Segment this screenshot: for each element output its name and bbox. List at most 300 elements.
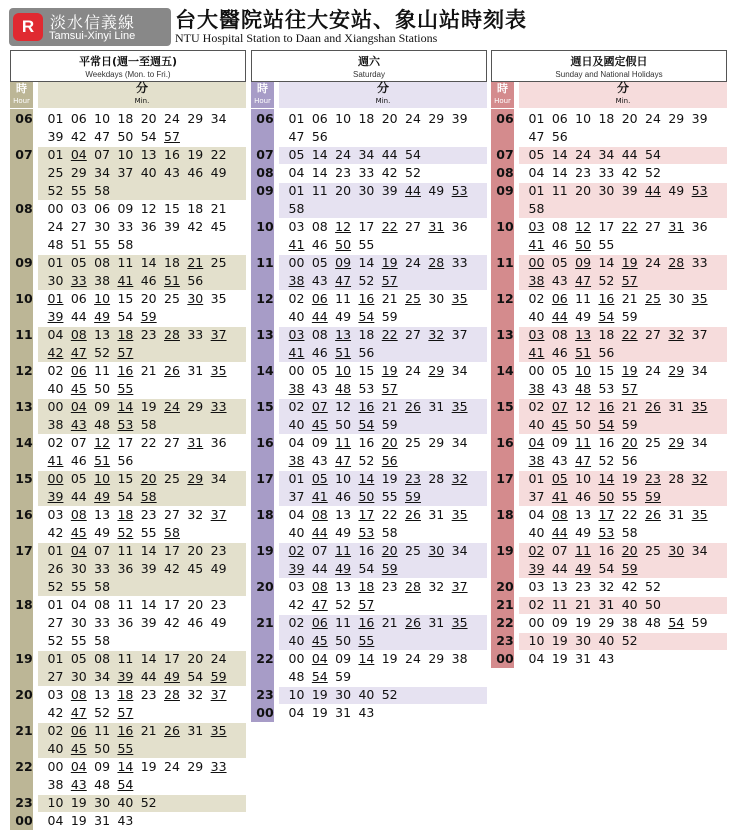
minute-value: 57 [117,705,134,720]
minute-cell [207,722,230,740]
minute-value: 33 [70,273,87,288]
minute-cell [595,344,618,362]
minute-value: 17 [358,219,375,234]
minute-value: 44 [645,183,661,198]
minute-value: 05 [528,147,545,162]
minute-value: 39 [47,309,64,324]
hour-column-header [491,82,514,108]
minute-cell [308,614,331,632]
minute-cell [44,182,67,200]
minute-column-header [38,82,246,108]
minute-value: 39 [140,561,157,576]
hour-label-zh: 時 [497,82,508,95]
minute-cell [548,146,571,164]
minute-value: 38 [528,453,545,468]
hour-label: 15 [496,399,514,414]
minute-value: 24 [164,759,180,774]
minute-value: 50 [117,129,134,144]
hour-label: 14 [496,363,514,378]
minute-cell [91,362,114,380]
minute-cell [525,326,548,344]
minute-value: 52 [47,579,64,594]
minute-value: 20 [381,435,398,450]
minute-cell [161,290,184,308]
minute-cell [44,596,67,614]
minute-value: 32 [598,579,615,594]
minute-cell [308,506,331,524]
minute-value: 47 [335,453,352,468]
hour-label: 11 [256,255,274,270]
hour-label: 12 [256,291,274,306]
minute-cell [378,686,401,704]
minute-value: 29 [668,435,685,450]
minute-value: 19 [381,471,398,486]
minute-cell [285,326,308,344]
minute-value: 55 [117,741,134,756]
minute-value: 41 [528,345,545,360]
minute-value: 38 [288,453,305,468]
minute-value: 26 [47,561,64,576]
minute-cell [114,128,137,146]
minute-cell [688,290,711,308]
minute-value: 04 [70,147,87,162]
minute-cell [595,326,618,344]
minute-cell [91,470,114,488]
minute-value: 53 [117,417,134,432]
minute-value: 30 [70,561,87,576]
minute-cell [402,506,425,524]
minute-value: 05 [311,471,328,486]
minute-value: 17 [164,597,180,612]
minute-cell [91,632,114,650]
minute-value: 02 [528,291,545,306]
minute-value: 04 [70,543,87,558]
minute-cell [137,542,160,560]
minute-cell [425,542,448,560]
minute-cell [525,398,548,416]
minute-cell [137,596,160,614]
minute-cell [332,506,355,524]
minute-value: 49 [575,525,592,540]
minute-value: 23 [140,507,157,522]
minute-value: 49 [164,669,180,684]
minute-value: 34 [94,669,111,684]
minute-value: 35 [451,291,468,306]
minute-value: 11 [575,543,592,558]
minute-cell [378,290,401,308]
hour-label: 00 [496,651,514,666]
minute-value: 19 [575,615,592,630]
minute-cell [572,110,595,128]
minute-value: 15 [358,363,375,378]
minute-value: 10 [288,687,305,702]
minute-cell [184,506,207,524]
minute-value: 27 [405,219,421,234]
minute-cell [285,398,308,416]
minute-value: 29 [187,399,204,414]
minute-value: 36 [117,561,134,576]
minute-cell [308,398,331,416]
hour-label: 16 [256,435,274,450]
minute-cell [44,560,67,578]
minute-cell [355,578,378,596]
minute-cell [378,326,401,344]
minute-cell [665,614,688,632]
minute-value: 08 [551,327,568,342]
minute-cell [688,182,711,200]
minute-value: 54 [358,561,375,576]
minute-value: 08 [311,507,328,522]
minute-cell [114,452,137,470]
minute-cell [285,614,308,632]
minute-cell [308,146,331,164]
minute-value: 38 [528,273,545,288]
minute-cell [114,398,137,416]
hour-label: 12 [496,291,514,306]
minute-value: 12 [335,219,352,234]
minute-value: 40 [288,309,305,324]
minute-value: 02 [288,291,305,306]
minute-value: 25 [164,291,180,306]
minute-value: 34 [598,147,615,162]
minute-cell [91,758,114,776]
hour-label: 06 [15,111,33,126]
minute-cell [137,668,160,686]
minute-cell [525,272,548,290]
minute-value: 45 [311,633,328,648]
minute-value: 54 [598,561,615,576]
minute-cell [137,362,160,380]
minute-value: 31 [94,813,111,828]
minute-cell [137,164,160,182]
minute-value: 19 [551,633,568,648]
minute-value: 30 [70,615,87,630]
minute-value: 17 [117,435,134,450]
minute-cell [91,434,114,452]
minute-value: 55 [70,183,87,198]
minute-value: 12 [140,201,157,216]
minute-value: 16 [117,363,134,378]
minute-cell [425,470,448,488]
minute-value: 32 [428,327,445,342]
minute-value: 04 [70,759,87,774]
minute-cell [525,542,548,560]
minute-cell [572,578,595,596]
hour-label-en: Hour [254,97,271,105]
minute-value: 29 [187,471,204,486]
minute-value: 19 [621,363,638,378]
minute-value: 27 [645,327,661,342]
minute-cell [355,488,378,506]
minute-cell [91,614,114,632]
minute-value: 24 [405,363,421,378]
minute-value: 05 [311,255,328,270]
minute-value: 31 [668,219,685,234]
minute-value: 40 [47,381,64,396]
minute-cell [642,362,665,380]
minute-cell [355,164,378,182]
minute-cell [91,200,114,218]
minute-value: 03 [288,327,305,342]
minute-cell [67,398,90,416]
minute-cell [548,452,571,470]
minute-cell [44,344,67,362]
hour-label: 21 [256,615,274,630]
minute-value: 08 [311,219,328,234]
minute-cell [332,524,355,542]
minute-value: 54 [117,489,134,504]
minute-cell [91,344,114,362]
minute-value: 12 [575,219,592,234]
minute-value: 33 [598,165,615,180]
minute-value: 54 [668,615,685,630]
minute-cell [355,380,378,398]
minute-value: 21 [381,291,398,306]
minute-value: 28 [668,471,685,486]
minute-value: 09 [94,399,111,414]
minute-cell [161,272,184,290]
minute-value: 10 [47,795,64,810]
hour-label: 11 [496,255,514,270]
minute-value: 50 [335,633,352,648]
minute-label-en: Min. [615,97,631,105]
minute-cell [184,650,207,668]
minute-cell [642,596,665,614]
minute-cell [665,110,688,128]
minute-cell [402,290,425,308]
minute-label-en: Min. [375,97,391,105]
minute-cell [332,164,355,182]
minute-cell [355,362,378,380]
minute-cell [137,326,160,344]
minute-cell [184,362,207,380]
minute-cell [137,146,160,164]
minute-value: 21 [210,201,227,216]
minute-value: 45 [210,219,227,234]
minute-cell [137,128,160,146]
minute-cell [44,812,67,830]
minute-cell [402,218,425,236]
minute-cell [161,758,184,776]
minute-cell [67,236,90,254]
minute-value: 41 [47,453,64,468]
minute-label-zh: 分 [376,81,389,95]
minute-cell [91,146,114,164]
minute-value: 49 [335,525,352,540]
minute-value: 25 [405,435,421,450]
minute-value: 54 [140,129,157,144]
minute-value: 10 [335,363,352,378]
minute-value: 59 [405,489,421,504]
hour-label: 20 [496,579,514,594]
minute-value: 13 [335,327,352,342]
minute-value: 15 [117,471,134,486]
minute-value: 27 [405,327,421,342]
minute-value: 43 [311,453,328,468]
minute-value: 14 [551,147,568,162]
minute-cell [285,236,308,254]
minute-value: 23 [335,165,352,180]
minute-cell [67,344,90,362]
minute-value: 23 [210,597,227,612]
minute-value: 04 [528,507,545,522]
hour-label-zh: 時 [16,82,27,95]
minute-value: 19 [140,759,157,774]
minute-cell [332,254,355,272]
minute-cell [595,596,618,614]
minute-cell [332,542,355,560]
minute-value: 57 [621,381,638,396]
hour-label: 19 [15,651,33,666]
minute-value: 52 [381,687,398,702]
minute-cell [618,110,641,128]
minute-cell [308,632,331,650]
minute-value: 39 [164,219,180,234]
minute-cell [114,434,137,452]
minute-value: 09 [94,759,111,774]
minute-value: 46 [311,237,328,252]
minute-value: 22 [621,507,638,522]
page-header [0,0,737,48]
minute-value: 55 [117,381,134,396]
minute-cell [44,200,67,218]
minute-value: 44 [621,147,638,162]
minute-value: 52 [598,273,615,288]
minute-value: 42 [164,615,180,630]
minute-cell [114,560,137,578]
minute-cell [285,524,308,542]
minute-value: 18 [117,687,134,702]
minute-value: 06 [551,111,568,126]
minute-cell [114,488,137,506]
minute-value: 52 [94,705,111,720]
minute-value: 46 [551,237,568,252]
minute-value: 11 [575,291,592,306]
minute-value: 59 [645,489,661,504]
minute-cell [114,506,137,524]
minute-cell [67,794,90,812]
minute-value: 22 [210,147,227,162]
minute-cell [332,326,355,344]
minute-value: 37 [288,489,305,504]
minute-cell [525,308,548,326]
minute-value: 06 [311,615,328,630]
minute-cell [332,308,355,326]
minute-cell [355,506,378,524]
minute-cell [114,776,137,794]
minute-value: 27 [47,669,64,684]
minute-cell [308,290,331,308]
minute-cell [285,146,308,164]
minute-cell [67,308,90,326]
minute-value: 43 [311,273,328,288]
minute-cell [137,722,160,740]
minute-cell [548,362,571,380]
minute-cell [665,470,688,488]
minute-value: 43 [117,813,134,828]
minute-value: 56 [358,345,375,360]
minute-cell [285,110,308,128]
minute-cell [161,560,184,578]
minute-cell [44,470,67,488]
minute-value: 29 [187,111,204,126]
minute-cell [67,776,90,794]
minute-cell [378,434,401,452]
minute-cell [184,470,207,488]
minute-cell [308,236,331,254]
minute-value: 27 [47,615,64,630]
page-subtitle: NTU Hospital Station to Daan and Xiangshan Stations [175,31,438,45]
minute-value: 32 [451,471,468,486]
minute-cell [572,164,595,182]
minute-cell [184,164,207,182]
minute-cell [572,560,595,578]
minute-value: 19 [140,399,157,414]
minute-cell [595,164,618,182]
minute-value: 13 [335,507,352,522]
minute-value: 50 [358,489,375,504]
minute-cell [184,560,207,578]
minute-value: 34 [691,543,708,558]
minute-value: 23 [140,687,157,702]
minute-value: 04 [288,507,305,522]
minute-value: 11 [551,597,568,612]
hour-label: 13 [256,327,274,342]
minute-cell [688,470,711,488]
minute-cell [91,686,114,704]
minute-cell [44,578,67,596]
minute-cell [44,110,67,128]
minute-value: 23 [645,471,661,486]
minute-value: 00 [528,255,545,270]
minute-value: 28 [164,687,180,702]
minute-cell [425,218,448,236]
minute-value: 02 [288,615,305,630]
minute-value: 52 [140,795,157,810]
minute-value: 11 [575,435,592,450]
minute-value: 06 [311,111,328,126]
minute-cell [308,686,331,704]
minute-cell [44,290,67,308]
minute-cell [91,164,114,182]
minute-cell [137,416,160,434]
minute-cell [91,218,114,236]
minute-value: 00 [288,255,305,270]
minute-value: 39 [691,111,708,126]
minute-value: 11 [335,435,352,450]
minute-cell [525,218,548,236]
minute-value: 24 [405,255,421,270]
minute-value: 08 [70,687,87,702]
minute-value: 23 [575,579,592,594]
minute-cell [207,110,230,128]
minute-cell [425,254,448,272]
minute-cell [525,416,548,434]
minute-cell [355,110,378,128]
minute-cell [378,272,401,290]
hour-column-header [251,82,274,108]
minute-value: 48 [335,381,352,396]
minute-cell [642,290,665,308]
minute-cell [161,614,184,632]
minute-cell [308,434,331,452]
minute-cell [548,110,571,128]
hour-label: 10 [15,291,33,306]
minute-value: 19 [311,687,328,702]
minute-cell [332,218,355,236]
minute-cell [67,326,90,344]
minute-value: 04 [528,165,545,180]
